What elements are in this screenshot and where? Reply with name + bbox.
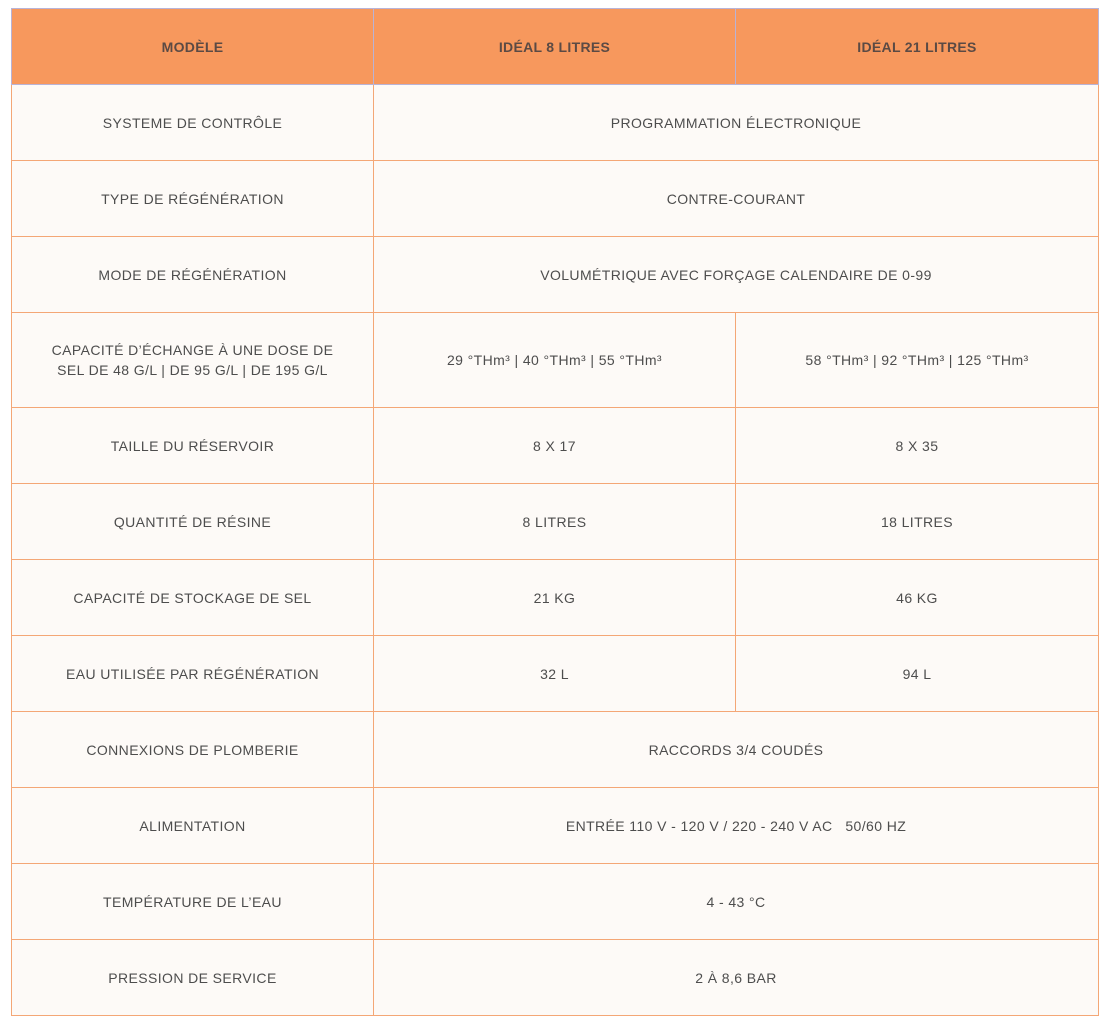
row-label: CONNEXIONS DE PLOMBERIE bbox=[12, 712, 374, 788]
row-regeneration-mode bbox=[12, 237, 1099, 313]
row-label: EAU UTILISÉE PAR RÉGÉNÉRATION bbox=[12, 636, 374, 712]
row-label: PRESSION DE SERVICE bbox=[12, 940, 374, 1016]
row-value-ideal-21: 8 X 35 bbox=[736, 408, 1099, 484]
row-value-ideal-21: 46 KG bbox=[736, 560, 1099, 636]
table-body bbox=[12, 85, 1099, 1016]
row-value-ideal-21: 58 °THm³ | 92 °THm³ | 125 °THm³ bbox=[736, 313, 1099, 408]
row-salt-storage bbox=[12, 560, 1099, 636]
row-value-ideal-8: 8 LITRES bbox=[374, 484, 736, 560]
row-water-per-regeneration bbox=[12, 636, 1099, 712]
row-tank-size bbox=[12, 408, 1099, 484]
row-plumbing-connections bbox=[12, 712, 1099, 788]
row-value-ideal-8: 8 X 17 bbox=[374, 408, 736, 484]
row-shared-value: VOLUMÉTRIQUE AVEC FORÇAGE CALENDAIRE DE 0-99 bbox=[374, 237, 1099, 313]
row-label: MODE DE RÉGÉNÉRATION bbox=[12, 237, 374, 313]
row-label: QUANTITÉ DE RÉSINE bbox=[12, 484, 374, 560]
row-value-ideal-21: 18 LITRES bbox=[736, 484, 1099, 560]
row-value-ideal-8: 21 KG bbox=[374, 560, 736, 636]
row-value-ideal-21: 94 L bbox=[736, 636, 1099, 712]
row-label: TAILLE DU RÉSERVOIR bbox=[12, 408, 374, 484]
row-label: CAPACITÉ DE STOCKAGE DE SEL bbox=[12, 560, 374, 636]
row-service-pressure bbox=[12, 940, 1099, 1016]
row-value-ideal-8: 32 L bbox=[374, 636, 736, 712]
row-shared-value: 2 À 8,6 BAR bbox=[374, 940, 1099, 1016]
row-power-supply bbox=[12, 788, 1099, 864]
row-label: SYSTEME DE CONTRÔLE bbox=[12, 85, 374, 161]
table-header bbox=[12, 9, 1099, 85]
row-value-ideal-8: 29 °THm³ | 40 °THm³ | 55 °THm³ bbox=[374, 313, 736, 408]
row-shared-value: 4 - 43 °C bbox=[374, 864, 1099, 940]
row-shared-value: ENTRÉE 110 V - 120 V / 220 - 240 V AC 50/60 HZ bbox=[374, 788, 1099, 864]
row-shared-value: CONTRE-COURANT bbox=[374, 161, 1099, 237]
header-row bbox=[12, 9, 1099, 85]
row-label: ALIMENTATION bbox=[12, 788, 374, 864]
header-model: MODÈLE bbox=[12, 9, 374, 85]
row-label: TYPE DE RÉGÉNÉRATION bbox=[12, 161, 374, 237]
row-label: TEMPÉRATURE DE L’EAU bbox=[12, 864, 374, 940]
row-resin-quantity bbox=[12, 484, 1099, 560]
header-ideal-21-litres: IDÉAL 21 LITRES bbox=[736, 9, 1099, 85]
row-exchange-capacity bbox=[12, 313, 1099, 408]
row-water-temperature bbox=[12, 864, 1099, 940]
header-ideal-8-litres: IDÉAL 8 LITRES bbox=[374, 9, 736, 85]
row-control-system bbox=[12, 85, 1099, 161]
row-shared-value: RACCORDS 3/4 COUDÉS bbox=[374, 712, 1099, 788]
row-label: CAPACITÉ D’ÉCHANGE À UNE DOSE DE SEL DE 48 G/L | DE 95 G/L | DE 195 G/L bbox=[12, 313, 374, 408]
row-shared-value: PROGRAMMATION ÉLECTRONIQUE bbox=[374, 85, 1099, 161]
row-regeneration-type bbox=[12, 161, 1099, 237]
spec-table bbox=[11, 8, 1099, 1016]
